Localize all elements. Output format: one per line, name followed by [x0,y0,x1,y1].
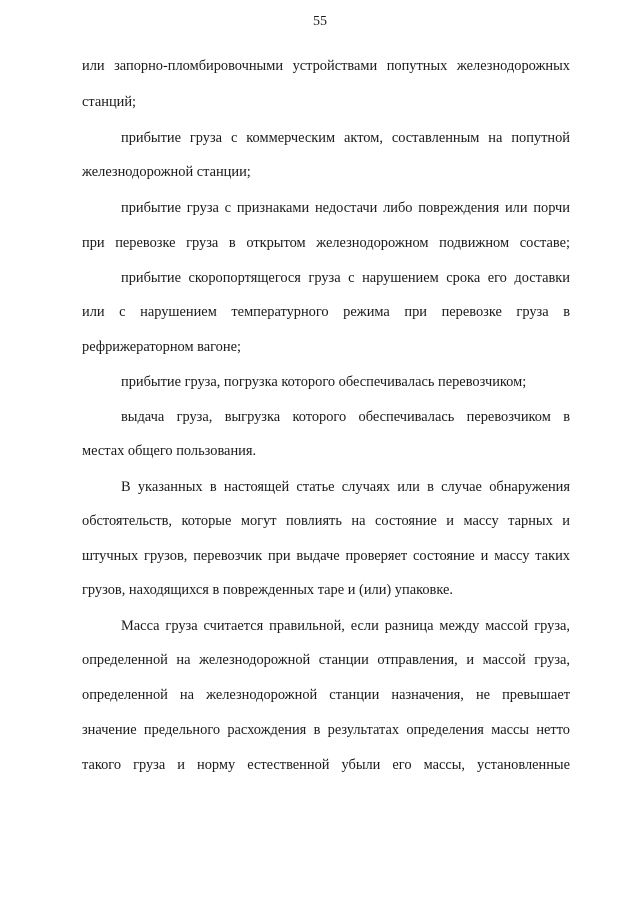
text-line: при перевозке груза в открытом железнодорожном подвижном составе; [82,235,570,251]
text-line: местах общего пользования. [82,443,257,459]
text-line: железнодорожной станции; [82,164,251,180]
text-line: штучных грузов, перевозчик при выдаче проверяет состояние и массу таких [82,548,570,564]
text-line: обстоятельств, которые могут повлиять на состояние и массу тарных и [82,513,570,529]
text-line: грузов, находящихся в поврежденных таре и (или) упаковке. [82,582,453,598]
text-line: прибытие скоропортящегося груза с нарушением срока его доставки [121,270,570,286]
text-line: выдача груза, выгрузка которого обеспечивалась перевозчиком в [121,409,570,425]
text-line: В указанных в настоящей статье случаях или в случае обнаружения [121,479,570,495]
text-line: или с нарушением температурного режима при перевозке груза в [82,304,570,320]
text-line: такого груза и норму естественной убыли его массы, установленные [82,757,570,773]
text-line: станций; [82,94,137,110]
text-line: определенной на железнодорожной станции отправления, и массой груза, [82,652,570,668]
text-line: прибытие груза, погрузка которого обеспечивалась перевозчиком; [121,374,527,390]
text-line: рефрижераторном вагоне; [82,339,241,355]
text-line: определенной на железнодорожной станции назначения, не превышает [82,687,570,703]
text-line: значение предельного расхождения в результатах определения массы нетто [82,722,570,738]
page-number: 55 [313,14,327,29]
text-line: прибытие груза с коммерческим актом, составленным на попутной [121,130,570,146]
text-line: прибытие груза с признаками недостачи либо повреждения или порчи [121,200,570,216]
text-line: Масса груза считается правильной, если разница между массой груза, [121,618,570,634]
text-line: или запорно-пломбировочными устройствами попутных железнодорожных [82,58,570,74]
